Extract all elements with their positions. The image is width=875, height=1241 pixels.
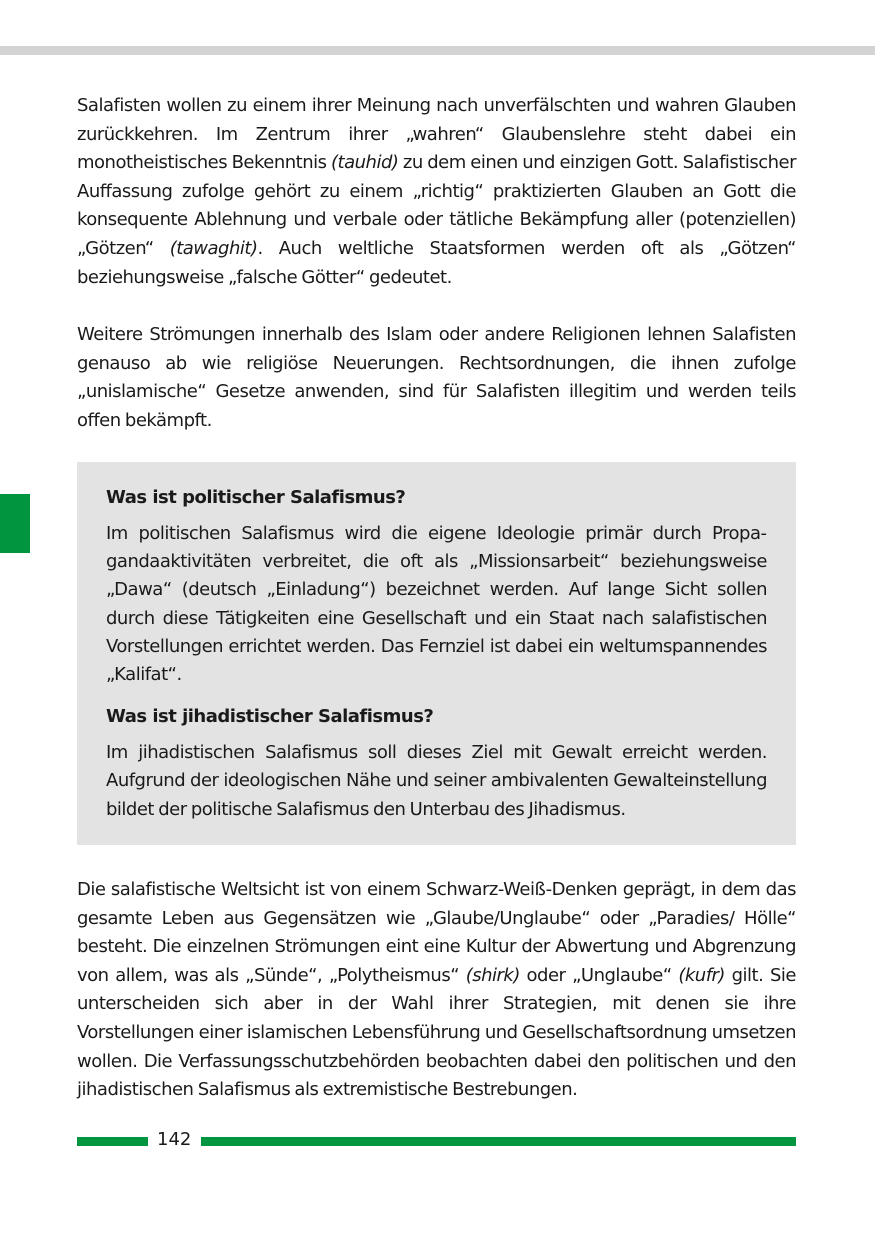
info-box [77,462,796,845]
info-text-jihadist-salafism: Im jihadistischen Salafismus soll dieses Ziel mit Gewalt erreicht werden. Aufgrund der ideologischen Nähe und seiner ambivalenten Gewalteinstellung bildet der politische Salafismus den Unterbau des Jihadismus. [106,742,767,820]
chapter-marker-tab [0,494,30,553]
term-tauhid: (tauhid) [331,152,399,174]
top-divider [0,46,875,55]
footer-rule-right [201,1137,796,1146]
term-shirk: (shirk) [465,964,520,986]
body-paragraph-3: Die salafistische Weltsicht ist von einem Schwarz-Weiß-Denken geprägt, in dem das gesamte Leben aus Gegensätzen wie „Glaube/Unglaube“ oder „Paradies/ Hölle“ besteht. Die einzelnen Strömungen eint eine Kultur der Abwertung und Abgrenzung von allem, was als „Sünde“, „Polytheismus“ (shirk) oder „Unglaube“ (kufr) gilt. Sie unterscheiden sich aber in der Wahl ihrer Strategien, mit denen sie ihre Vorstellungen einer islamischen Lebensführung und Gesellschaftsordnung umsetzen wollen. Die Verfassungsschutzbehörden beobachten dabei den politischen und den jihadistischen Salafismus als extremistische Bestrebungen. [77,879,796,1101]
info-heading-jihadist-salafism: Was ist jihadistischer Salafismus? [106,706,434,728]
info-heading-political-salafism: Was ist politischer Salafismus? [106,487,406,508]
body-paragraph-1: Salafisten wollen zu einem ihrer Meinung nach unverfälschten und wahren Glauben zurückkehren. Im Zentrum ihrer „wahren“ Glaubenslehre steht dabei ein monotheistisches Bekenntnis (tauhid) zu dem einen und einzigen Gott. Salafistischer Auffassung zufolge gehört zu einem „richtig“ praktizierten Glauben an Gott die konsequente Ablehnung und verbale oder tätliche Bekämpfung aller (potenziellen) „Götzen“ (tawaghit). Auch weltliche Staatsformen werden oft als „Götzen“ beziehungsweise „falsche Götter“ gedeutet. [77,95,797,288]
info-text-political-salafism: Im politischen Salafismus wird die eigene Ideologie primär durch Propagandaaktivitäten verbreitet, die oft als „Missionsarbeit“ beziehungsweise „Dawa“ (deutsch „Einladung“) bezeichnet werden. Auf lange Sicht sollen durch diese Tätigkeiten eine Gesellschaft und ein Staat nach salafistischen Vorstellungen errichtet werden. Das Fernziel ist dabei ein weltumspannendes „Kalifat“. [106,523,767,686]
footer-rule-left [77,1137,148,1146]
term-tawaghit: (tawaghit) [169,237,258,259]
body-paragraph-2: Weitere Strömungen innerhalb des Islam oder andere Religionen lehnen Salafisten genauso ab wie religiöse Neuerungen. Rechtsordnungen, die ihnen zufolge „unislamische“ Gesetze anwenden, sind für Salafisten illegitim und werden teils offen bekämpft. [77,324,796,431]
page-footer [77,1128,796,1152]
term-kufr: (kufr) [678,964,725,986]
page-number: 142 [157,1129,192,1150]
